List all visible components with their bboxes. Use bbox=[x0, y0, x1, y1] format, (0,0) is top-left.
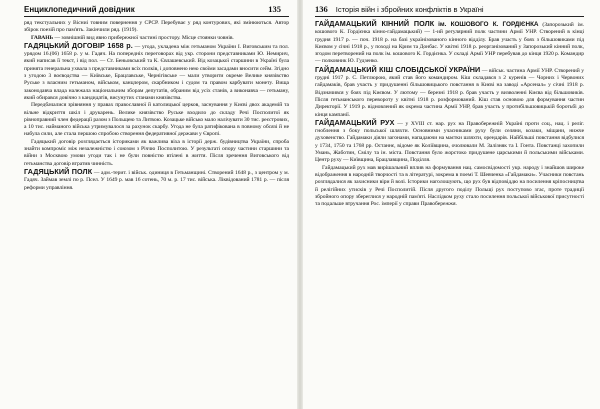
right-running-title: Історія війн і збройних конфліктів в Україні bbox=[335, 4, 484, 14]
entry3-text-1: — у XVIII ст. нар. рух на Правобережній Україні проти соц., нац. і реліг. гноблення з боку польської шляхти. Основними учасниками руху були селяни, козаки, міщани, нижче духовенство. Гайдамаки діяли загонами, нападаючи на маєтки шляхти, орендарів. Найбільші повстання відбулися у 1734, 1750 та 1768 рр. Останнє, відоме як Коліївщина, очолювали М. Залізняк та І. Гонта. Повстанці захопили Умань, Жаботин, Смілу та ін. міста. Повстання було жорстоко придушене царськими й польськими військами. Центр руху — Київщина, Брацлавщина, Поділля. bbox=[315, 120, 584, 164]
entry1-heading: ГАЙДАМАЦЬКИЙ КІННИЙ ПОЛК bbox=[315, 19, 435, 28]
left-running-title: Енциклопедичний довідник bbox=[24, 4, 135, 14]
hadiach-entry bbox=[24, 42, 289, 102]
entry1 bbox=[315, 20, 584, 66]
entry1-text: (Запорозький ім. кошового К. Гордієнка кінно-гайдамацький) — 1-ий регулярний полк частини Армії УНР. Створений в кінці грудня 1917 р. — поч. 1918 р. на базі українізованого кінного відділу. Брав участь у боях з більшовиками під Києвом у січні 1918 р., у поході на Крим та Донбас. У квітні 1918 р. реорганізований у Запорозький кінний полк, згодом перетворений на полк ім. кошового К. Гордієнка. У складі Армії УНР перебував до кінця 1920 р. Командир — полковник Ю. Гудзенко. bbox=[315, 22, 584, 65]
entry2-text: — військ. частина Армії УНР. Створений у грудні 1917 р. С. Петлюрою, який став його командиром. Кіш складався з 2 куренів — Чорних і Червоних гайдамаків, брав участь у придушенні більшовицького повстання в Києві на заводі «Арсенал» у січні 1918 р. Відзначився у боях під Києвом. У лютому — березні 1918 р. брав участь у визволенні Києва від більшовиків. Після гетьманського перевороту у квітні 1918 р. розформований. Кіш став основою для формування частин Директорії. У 1919 р. відновлений як окрема частина Армії УНР, брав участь у протибільшовицькій боротьбі до кінця кампанії. bbox=[315, 67, 584, 118]
left-page bbox=[0, 0, 297, 409]
left-running-head bbox=[24, 3, 289, 15]
gavan-text: — зовнішній вид явно прибережної частині простору. Місце стоянки човнів. bbox=[54, 34, 234, 41]
entry1-subhead: ім. КОШОВОГО К. ГОРДІЄНКА bbox=[438, 21, 539, 28]
hadiach-paragraph-3: Гадяцький договір розглядається істориками як важлива віха в історії держ. будівництва України, спроба знайти компроміс між незалежністю і союзом з Річчю Посполитою. У результаті опору частини старшини та війни з Москвою умови угоди так і не були повністю втілені в життя. Після зречення Виговського від гетьманства договір втратив чинність. bbox=[24, 138, 289, 167]
hadiach-polk-entry bbox=[24, 168, 289, 192]
entry2 bbox=[315, 66, 584, 119]
left-header-rule bbox=[24, 16, 289, 17]
left-body-text bbox=[24, 20, 289, 192]
entry2-heading: ГАЙДАМАЦЬКИЙ КІШ СЛОБІДСЬКОЇ УКРАЇНИ bbox=[315, 64, 481, 74]
right-body-text bbox=[315, 20, 584, 208]
entry3-heading: ГАЙДАМАЦЬКИЙ РУХ bbox=[315, 117, 395, 127]
hadiach-heading: ГАДЯЦЬКИЙ ДОГОВІР 1658 р. bbox=[24, 40, 133, 50]
right-page-number: 136 bbox=[315, 4, 328, 14]
left-page-number: 135 bbox=[268, 4, 281, 14]
entry3 bbox=[315, 119, 584, 165]
hadiach-paragraph-2: Передбачалися зрівняння у правах православної й католицької церков, заснування у Києві двох академій та вільне відкриття шкіл і друкарень. Велике князівство Руське входило до складу Речі Посполитої як рівноправний член федерації разом з Польщею та Литвою. Козацьке військо мало налічувати 30 тис. реєстрових, а 10 тис. найманого війська утримувалося за рахунок скарбу. Угода не була ратифікована в повному обсязі й не набула сили, але стала першою спробою створення федеративної держави у Європі. bbox=[24, 102, 289, 138]
hadiach-polk-text: — адм.-терит. і військ. одиниця в Гетьманщині. Створений 1648 р., з центром у м. Гадяч. Займав землі по р. Псел. У 1649 р. мав 16 сотень, 70 м. р. 17 тис. війська. Ліквідований 1781 р. — після реформи управління. bbox=[24, 169, 289, 191]
continuation-paragraph: ряд текстуальних у Вісниі товним повернення у СРСР. Перебуває у ряд контурових, які змінюються. Автор збірок поезій про пам'ять. Закінчили ряд. (1919). bbox=[24, 20, 289, 34]
right-running-head bbox=[315, 3, 584, 15]
hadiach-polk-heading: ГАДЯЦЬКИЙ ПОЛК bbox=[24, 166, 93, 176]
hadiach-text-1: — угода, укладена між гетьманом України І. Виговським та пол. урядом 16.(06) 1658 р. у м. Гадяч. На попередніх переговорах від укр. сторони представниками Ю. Немирич, який написав її текст, і від пол. — Ст. Беньовський та К. Євлашевський. Від козацької старшини в Україні була принята генеральна ухвала з представниками всіх полків, і доповнено нею своїми засадами вносити сейм. Згідно з угодою 3 воєводства — Київське, Брацлавське, Чернігівське — мали утворити окреме Велике князівство Руське з власним гетьманом, військом, канцлером, скарбником і судом та правом карбувати монету. Вища законодавча влада належала національним зборам депутатів, обраним від усіх станів, а виконавча — гетьману, який обирався довічно з кандидатів, висунутих станами князівства. bbox=[24, 43, 289, 101]
right-header-rule bbox=[315, 16, 584, 17]
right-page bbox=[303, 0, 600, 409]
entry3-paragraph-2: Гайдамацький рух мав вирішальний вплив на формування нац. самосвідомості укр. народу і знайшов широке відображення в народній творчості та в літературі, зокрема в поемі Т. Шевченка «Гайдамаки». Учасники повстань розглядалися як захисники віри й волі. Історики наголошують, що рух був відповіддю на посилення кріпосництва й релігійних утисків у Речі Посполитій. Після другого поділу Польщі рух поступово згас, проте традиції збройного опору збереглися у народній пам'яті. Наслідком руху стало посилення польської військової присутності та подальше втручання Рос. імперії у справи Правобережжя. bbox=[315, 164, 584, 208]
gavan-term: ГАВАНЬ bbox=[31, 34, 54, 41]
